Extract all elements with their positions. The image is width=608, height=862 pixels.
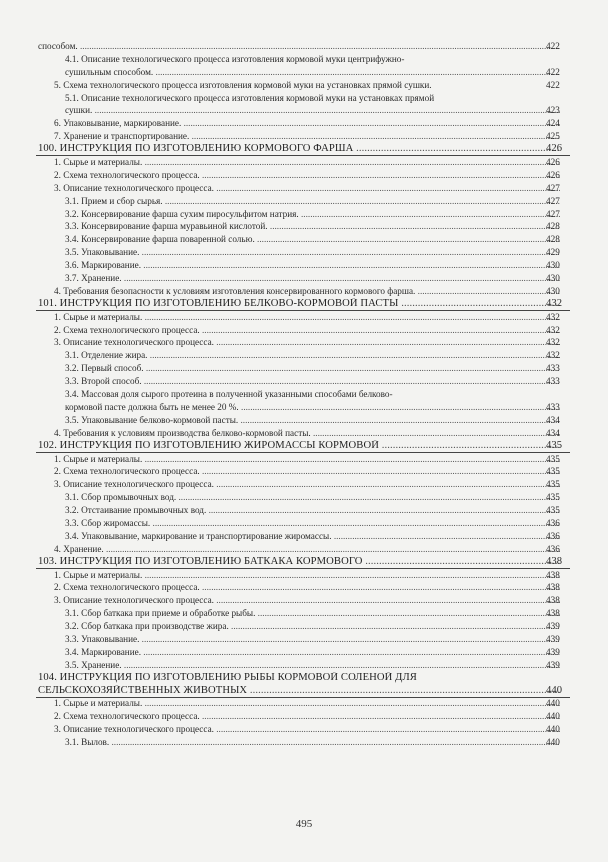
- toc-entry: [0, 620, 608, 633]
- toc-entry-title: 3.2. Сбор баткака при производстве жира. .....: [65, 620, 560, 633]
- toc-entry-title: 2. Схема технологического процесса. .....: [54, 324, 560, 337]
- toc-entry-page: 426: [546, 169, 560, 180]
- toc-entry: [0, 504, 608, 517]
- toc-entry-page: 433: [546, 363, 560, 374]
- toc-entry-page: 427: [546, 195, 560, 206]
- toc-entry-page: 422: [546, 41, 560, 51]
- toc-entry: [0, 478, 608, 491]
- toc-entry-page: 439: [546, 659, 560, 670]
- toc-entry-page: 438: [546, 582, 560, 593]
- toc-entry-title: 3.5. Хранение. .....: [65, 659, 560, 672]
- toc-entry: [0, 285, 608, 298]
- toc-section-heading: [0, 685, 608, 698]
- toc-entry: [0, 169, 608, 182]
- toc-entry-page: 440: [546, 698, 560, 709]
- toc-entry-page: 430: [546, 285, 560, 296]
- toc-entry-title: 3. Описание технологического процесса. .....: [54, 336, 560, 349]
- toc-entry: [0, 427, 608, 440]
- toc-entry-page: 435: [546, 492, 560, 503]
- toc-entry-title: 104. ИНСТРУКЦИЯ ПО ИЗГОТОВЛЕНИЮ РЫБЫ КОРМОВОЙ СОЛЕНОЙ ДЛЯ: [38, 671, 417, 683]
- toc-entry-page: 429: [546, 247, 560, 258]
- toc-entry-title: 5. Схема технологического процесса изготовления кормовой муки на установках прямой сушки.: [54, 79, 432, 90]
- toc-entry: [0, 195, 608, 208]
- toc-entry-page: 440: [546, 711, 560, 722]
- toc-entry-page: 422: [546, 79, 560, 90]
- toc-entry: [0, 220, 608, 233]
- toc-entry: [0, 633, 608, 646]
- toc-entry-title: 3. Описание технологического процесса. .....: [54, 594, 560, 607]
- toc-entry-title: 1. Сырье и материалы. .....: [54, 311, 560, 324]
- toc-entry-page: 436: [546, 530, 560, 541]
- toc-section-heading: [0, 556, 608, 569]
- toc-entry: [0, 40, 608, 53]
- toc-entry-title: 100. ИНСТРУКЦИЯ ПО ИЗГОТОВЛЕНИЮ КОРМОВОГО ФАРША .....: [38, 143, 560, 156]
- toc-entry-title: 3.5. Упаковывание белково-кормовой пасты. .....: [65, 414, 560, 427]
- toc-entry-title: 3.3. Сбор жиромассы. .....: [65, 517, 560, 530]
- toc-entry: [0, 182, 608, 195]
- toc-entry-title: 3.2. Первый способ. .....: [65, 362, 560, 375]
- toc-entry: [0, 401, 608, 414]
- toc-entry-page: 435: [546, 466, 560, 477]
- toc-entry: [0, 736, 608, 749]
- toc-entry: [0, 362, 608, 375]
- toc-entry-page: 439: [546, 621, 560, 632]
- toc-entry: [0, 104, 608, 117]
- toc-entry-title: сушки. .....: [65, 104, 560, 117]
- toc-entry-page: 433: [546, 376, 560, 387]
- toc-entry-page: 432: [546, 297, 563, 309]
- toc-entry-page: 430: [546, 273, 560, 284]
- toc-entry: [0, 336, 608, 349]
- toc-entry: [0, 233, 608, 246]
- toc-entry-page: 427: [546, 208, 560, 219]
- toc-entry-title: 1. Сырье и материалы. .....: [54, 156, 560, 169]
- toc-entry: [0, 53, 608, 66]
- toc-entry-title: 4. Требования безопасности к условиям изготовления консервированного кормового фарша. .....: [54, 285, 560, 298]
- toc-entry-page: 432: [546, 324, 560, 335]
- toc-entry-page: 436: [546, 517, 560, 528]
- toc-entry: [0, 156, 608, 169]
- toc-entry-page: 432: [546, 311, 560, 322]
- toc-entry: [0, 246, 608, 259]
- toc-entry-page: 440: [546, 724, 560, 735]
- toc-entry-title: 3.7. Хранение. .....: [65, 272, 560, 285]
- toc-entry: [0, 117, 608, 130]
- toc-entry-title: 3.4. Массовая доля сырого протеина в полученной указанными способами белково-: [65, 389, 393, 400]
- toc-entry: [0, 607, 608, 620]
- toc-entry: [0, 66, 608, 79]
- toc-entry-title: 3. Описание технологического процесса. .....: [54, 478, 560, 491]
- toc-entry-title: способом. .....: [38, 40, 560, 53]
- toc-entry-title: 3.2. Отстаивание промывочных вод. .....: [65, 504, 560, 517]
- toc-entry-title: 3.3. Второй способ. .....: [65, 375, 560, 388]
- toc-entry-page: 438: [546, 569, 560, 580]
- toc-entry: [0, 79, 608, 92]
- toc-entry-title: 1. Сырье и материалы. .....: [54, 453, 560, 466]
- toc-entry: [0, 208, 608, 221]
- toc-entry: [0, 375, 608, 388]
- toc-entry-page: 439: [546, 633, 560, 644]
- toc-entry-page: 430: [546, 260, 560, 271]
- toc-section-heading: [0, 440, 608, 453]
- toc-entry-title: 1. Сырье и материалы. .....: [54, 569, 560, 582]
- toc-entry-page: 440: [546, 737, 560, 748]
- toc-entry-page: 428: [546, 234, 560, 245]
- table-of-contents: [0, 40, 608, 749]
- toc-entry: [0, 594, 608, 607]
- toc-entry-title: 4. Требования к условиям производства белково-кормовой пасты. .....: [54, 427, 560, 440]
- toc-entry-page: 438: [546, 555, 563, 567]
- toc-entry-title: 5.1. Описание технологического процесса изготовления кормовой муки на установках прямой: [65, 92, 435, 103]
- toc-entry: [0, 465, 608, 478]
- toc-entry-title: СЕЛЬСКОХОЗЯЙСТВЕННЫХ ЖИВОТНЫХ .....: [38, 685, 560, 698]
- toc-entry-title: 102. ИНСТРУКЦИЯ ПО ИЗГОТОВЛЕНИЮ ЖИРОМАССЫ КОРМОВОЙ .....: [38, 440, 560, 453]
- toc-entry-page: 423: [546, 105, 560, 116]
- toc-entry-title: 3.4. Упаковывание, маркирование и транспортирование жиромассы. .....: [65, 530, 560, 543]
- toc-section-heading: [0, 672, 608, 685]
- toc-entry-page: 439: [546, 646, 560, 657]
- toc-entry-page: 435: [546, 505, 560, 516]
- toc-entry-title: 3.1. Сбор баткака при приеме и обработке рыбы. .....: [65, 607, 560, 620]
- toc-entry-page: 424: [546, 118, 560, 129]
- toc-entry: [0, 659, 608, 672]
- toc-entry-page: 428: [546, 221, 560, 232]
- toc-entry-title: 7. Хранение и транспортирование. .....: [54, 130, 560, 143]
- toc-entry-page: 436: [546, 543, 560, 554]
- toc-entry-title: 3.4. Консервирование фарша поваренной солью. .....: [65, 233, 560, 246]
- toc-section-heading: [0, 298, 608, 311]
- toc-entry-title: 103. ИНСТРУКЦИЯ ПО ИЗГОТОВЛЕНИЮ БАТКАКА КОРМОВОГО .....: [38, 556, 560, 569]
- toc-entry-page: 427: [546, 182, 560, 193]
- toc-entry: [0, 710, 608, 723]
- toc-entry-title: 2. Схема технологического процесса. .....: [54, 169, 560, 182]
- toc-entry: [0, 697, 608, 710]
- toc-entry-page: 432: [546, 350, 560, 361]
- toc-entry: [0, 543, 608, 556]
- toc-entry-title: 3.1. Сбор промывочных вод. .....: [65, 491, 560, 504]
- toc-entry-title: 6. Упаковывание, маркирование. .....: [54, 117, 560, 130]
- toc-entry: [0, 272, 608, 285]
- toc-entry-page: 438: [546, 595, 560, 606]
- toc-entry-title: 3.1. Прием и сбор сырья. .....: [65, 195, 560, 208]
- toc-entry-page: 438: [546, 608, 560, 619]
- toc-entry-title: сушильным способом. .....: [65, 66, 560, 79]
- toc-entry-title: 3. Описание технологического процесса. .....: [54, 723, 560, 736]
- toc-entry-title: 1. Сырье и материалы. .....: [54, 697, 560, 710]
- toc-entry-title: 101. ИНСТРУКЦИЯ ПО ИЗГОТОВЛЕНИЮ БЕЛКОВО-КОРМОВОЙ ПАСТЫ .....: [38, 298, 560, 311]
- toc-entry-title: 2. Схема технологического процесса. .....: [54, 465, 560, 478]
- toc-entry-page: 432: [546, 337, 560, 348]
- toc-entry-page: 434: [546, 414, 560, 425]
- toc-entry-page: 434: [546, 427, 560, 438]
- toc-entry-title: 3.3. Консервирование фарша муравьиной кислотой. .....: [65, 220, 560, 233]
- toc-entry: [0, 92, 608, 105]
- toc-entry: [0, 311, 608, 324]
- toc-entry-page: 425: [546, 131, 560, 142]
- toc-entry-title: 4.1. Описание технологического процесса изготовления кормовой муки центрифужно-: [65, 53, 405, 64]
- toc-entry-page: 426: [546, 143, 563, 155]
- toc-entry-page: 422: [546, 66, 560, 77]
- toc-entry: [0, 646, 608, 659]
- toc-entry: [0, 530, 608, 543]
- toc-entry-title: 3.5. Упаковывание. .....: [65, 246, 560, 259]
- toc-entry: [0, 581, 608, 594]
- toc-entry-title: 2. Схема технологического процесса. .....: [54, 581, 560, 594]
- toc-entry: [0, 414, 608, 427]
- toc-entry-title: кормовой пасте должна быть не менее 20 %. .....: [65, 401, 560, 414]
- toc-entry-title: 3.3. Упаковывание. .....: [65, 633, 560, 646]
- toc-entry: [0, 569, 608, 582]
- toc-entry-title: 3.4. Маркирование. .....: [65, 646, 560, 659]
- toc-entry-page: 440: [546, 684, 563, 696]
- toc-entry-title: 3.6. Маркирование. .....: [65, 259, 560, 272]
- toc-entry: [0, 130, 608, 143]
- toc-entry-page: 435: [546, 453, 560, 464]
- toc-entry-title: 3.1. Отделение жира. .....: [65, 349, 560, 362]
- toc-entry: [0, 517, 608, 530]
- toc-entry-page: 433: [546, 401, 560, 412]
- toc-entry-page: 435: [546, 439, 563, 451]
- toc-entry-page: 435: [546, 479, 560, 490]
- toc-entry-title: 3. Описание технологического процесса. .....: [54, 182, 560, 195]
- toc-entry: [0, 349, 608, 362]
- toc-entry-title: 4. Хранение. .....: [54, 543, 560, 556]
- toc-entry-page: 426: [546, 157, 560, 168]
- toc-entry: [0, 453, 608, 466]
- toc-entry-title: 3.2. Консервирование фарша сухим пиросульфитом натрия. .....: [65, 208, 560, 221]
- toc-entry: [0, 388, 608, 401]
- toc-entry: [0, 491, 608, 504]
- toc-entry-title: 3.1. Вылов. .....: [65, 736, 560, 749]
- toc-entry: [0, 324, 608, 337]
- page-number: 495: [295, 818, 313, 830]
- toc-entry: [0, 723, 608, 736]
- toc-entry: [0, 259, 608, 272]
- toc-entry-title: 2. Схема технологического процесса. .....: [54, 710, 560, 723]
